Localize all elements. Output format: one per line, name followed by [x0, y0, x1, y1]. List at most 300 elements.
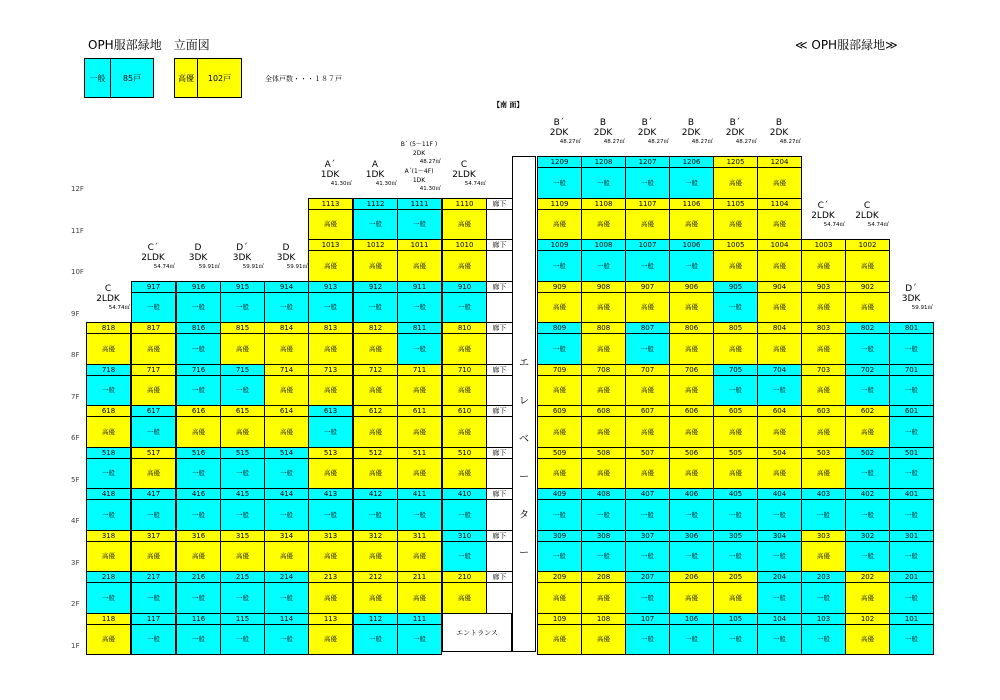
unit-cell: [442, 447, 487, 490]
legend-priority-count: 102戸: [207, 73, 232, 83]
unit-type-area: 48.27㎡: [603, 139, 625, 145]
unit-type-area: 59.91㎡: [286, 263, 308, 270]
unit-category: 高優: [413, 552, 426, 561]
unit-cell: [845, 530, 890, 573]
unit-cell: [669, 530, 714, 573]
unit-cell: [581, 239, 626, 282]
unit-category: 一般: [102, 469, 115, 478]
unit-number: 802: [846, 323, 889, 334]
unit-category: 一般: [861, 469, 874, 478]
elevator-char: タ: [519, 510, 529, 521]
unit-number: 608: [582, 406, 625, 417]
unit-cell: [757, 322, 802, 365]
unit-number: 109: [538, 614, 581, 625]
unit-cell: [669, 613, 714, 656]
unit-cell: [353, 198, 398, 241]
unit-category: 高優: [369, 593, 382, 602]
unit-category: 高優: [280, 427, 293, 436]
corridor-label: 廊下: [487, 323, 512, 334]
unit-number: 116: [177, 614, 220, 625]
unit-category: 高優: [773, 220, 786, 229]
unit-category: 一般: [192, 469, 205, 478]
unit-number: 107: [626, 614, 669, 625]
unit-category: 一般: [192, 635, 205, 644]
unit-cell: [845, 364, 890, 407]
unit-category: 高優: [324, 261, 337, 270]
unit-cell: [397, 405, 442, 448]
elevator-char: ー: [519, 472, 529, 483]
unit-number: 813: [309, 323, 352, 334]
unit-number: 801: [890, 323, 933, 334]
unit-number: 316: [177, 531, 220, 542]
unit-type-name: A: [371, 159, 379, 170]
unit-type-layout: 2LDK: [452, 169, 476, 180]
unit-cell: [889, 488, 934, 531]
unit-number: 503: [802, 448, 845, 459]
unit-cell: [845, 322, 890, 365]
corridor-cell: [486, 198, 513, 241]
unit-cell: [757, 488, 802, 531]
floor-label: 8F: [71, 351, 80, 359]
unit-category: 高優: [236, 427, 249, 436]
unit-type-line: B´ (5～11F ): [400, 140, 438, 148]
unit-cell: [442, 198, 487, 241]
unit-category: 高優: [685, 386, 698, 395]
unit-type-line: A´(1～4F): [404, 167, 434, 175]
unit-category: 一般: [192, 344, 205, 353]
unit-type-header: [537, 118, 581, 146]
unit-number: 209: [538, 572, 581, 583]
unit-type-layout: 1DK: [365, 169, 385, 180]
unit-number: 1111: [398, 199, 441, 210]
unit-cell: [889, 613, 934, 656]
unit-number: 601: [890, 406, 933, 417]
elevator-char: ー: [519, 548, 529, 559]
unit-type-area: 59.91㎡: [198, 263, 220, 270]
unit-category: 一般: [641, 552, 654, 561]
unit-category: 一般: [905, 344, 918, 353]
unit-cell: [264, 613, 309, 656]
unit-number: 905: [714, 282, 757, 293]
legend-priority-label: 高優: [175, 59, 198, 97]
unit-number: 1108: [582, 199, 625, 210]
unit-category: 高優: [817, 344, 830, 353]
unit-number: 913: [309, 282, 352, 293]
unit-category: 一般: [685, 552, 698, 561]
unit-category: 高優: [192, 427, 205, 436]
unit-category: 一般: [641, 261, 654, 270]
unit-cell: [176, 571, 221, 614]
unit-category: 高優: [641, 220, 654, 229]
unit-type-header: [176, 243, 220, 271]
unit-number: 512: [354, 448, 397, 459]
unit-cell: [625, 198, 670, 241]
unit-number: 207: [626, 572, 669, 583]
unit-cell: [86, 488, 131, 531]
unit-number: 104: [758, 614, 801, 625]
unit-category: 一般: [324, 303, 337, 312]
unit-number: 708: [582, 365, 625, 376]
unit-category: 一般: [147, 635, 160, 644]
unit-category: 高優: [729, 261, 742, 270]
unit-cell: [669, 322, 714, 365]
unit-cell: [713, 322, 758, 365]
unit-type-layout: 3DK: [276, 252, 296, 263]
unit-category: 一般: [729, 510, 742, 519]
unit-type-header: [889, 284, 933, 312]
unit-category: 高優: [369, 469, 382, 478]
unit-cell: [131, 488, 176, 531]
unit-number: 111: [398, 614, 441, 625]
unit-number: 1112: [354, 199, 397, 210]
unit-number: 1204: [758, 157, 801, 168]
unit-category: 高優: [597, 469, 610, 478]
unit-cell: [176, 364, 221, 407]
corridor-cell: [486, 571, 513, 614]
unit-number: 916: [177, 282, 220, 293]
unit-category: 一般: [861, 344, 874, 353]
unit-category: 高優: [597, 593, 610, 602]
unit-category: 一般: [553, 261, 566, 270]
unit-cell: [86, 405, 131, 448]
unit-category: 一般: [817, 510, 830, 519]
unit-number: 1009: [538, 240, 581, 251]
unit-number: 114: [265, 614, 308, 625]
corridor-label: 廊下: [487, 406, 512, 417]
unit-category: 一般: [147, 303, 160, 312]
corridor-label: 廊下: [487, 199, 512, 210]
unit-number: 218: [87, 572, 130, 583]
unit-category: 高優: [553, 386, 566, 395]
unit-category: 一般: [597, 552, 610, 561]
unit-category: 高優: [553, 220, 566, 229]
unit-number: 910: [443, 282, 486, 293]
unit-number: 915: [221, 282, 264, 293]
unit-type-name: B: [599, 118, 607, 128]
unit-category: 高優: [817, 427, 830, 436]
unit-cell: [176, 488, 221, 531]
unit-type-header: [397, 140, 441, 194]
unit-category: 高優: [413, 386, 426, 395]
unit-cell: [220, 447, 265, 490]
unit-number: 610: [443, 406, 486, 417]
corridor-cell: [486, 239, 513, 282]
unit-type-name: C: [104, 284, 112, 294]
unit-category: 高優: [685, 220, 698, 229]
unit-number: 807: [626, 323, 669, 334]
unit-category: 高優: [413, 469, 426, 478]
unit-category: 一般: [102, 510, 115, 519]
unit-number: 710: [443, 365, 486, 376]
unit-category: 一般: [413, 303, 426, 312]
unit-category: 高優: [641, 427, 654, 436]
unit-number: 112: [354, 614, 397, 625]
unit-number: 511: [398, 448, 441, 459]
unit-category: 高優: [729, 469, 742, 478]
unit-category: 一般: [685, 178, 698, 187]
unit-cell: [801, 488, 846, 531]
unit-number: 508: [582, 448, 625, 459]
unit-cell: [353, 571, 398, 614]
total-units: 全体戸数・・・１８７戸: [265, 75, 342, 83]
unit-number: 609: [538, 406, 581, 417]
unit-category: 高優: [729, 220, 742, 229]
unit-category: 高優: [773, 427, 786, 436]
unit-cell: [176, 322, 221, 365]
unit-number: 402: [846, 489, 889, 500]
unit-cell: [353, 322, 398, 365]
unit-category: 高優: [147, 552, 160, 561]
floor-label: 1F: [71, 641, 80, 650]
unit-type-line: 48.27㎡: [419, 158, 441, 165]
unit-cell: [801, 239, 846, 282]
unit-number: 314: [265, 531, 308, 542]
unit-number: 607: [626, 406, 669, 417]
unit-category: 高優: [773, 178, 786, 187]
unit-number: 408: [582, 489, 625, 500]
unit-number: 908: [582, 282, 625, 293]
unit-number: 409: [538, 489, 581, 500]
unit-cell: [176, 447, 221, 490]
unit-type-layout: 2DK: [637, 128, 657, 138]
unit-cell: [581, 488, 626, 531]
unit-cell: [757, 281, 802, 324]
unit-cell: [581, 156, 626, 199]
floor-label: 5F: [71, 475, 80, 484]
unit-number: 1113: [309, 199, 352, 210]
unit-number: 812: [354, 323, 397, 334]
unit-category: 高優: [553, 427, 566, 436]
unit-category: 一般: [905, 635, 918, 644]
unit-category: 一般: [458, 552, 471, 561]
unit-cell: [537, 239, 582, 282]
elevator-shaft: [512, 156, 536, 652]
unit-category: 高優: [861, 635, 874, 644]
unit-type-area: 54.74㎡: [153, 263, 175, 270]
unit-category: 一般: [729, 303, 742, 312]
unit-category: 高優: [102, 344, 115, 353]
unit-category: 高優: [102, 552, 115, 561]
unit-category: 高優: [729, 178, 742, 187]
unit-category: 一般: [147, 427, 160, 436]
unit-category: 高優: [192, 552, 205, 561]
unit-category: 一般: [905, 593, 918, 602]
unit-category: 一般: [905, 469, 918, 478]
unit-category: 高優: [236, 552, 249, 561]
unit-number: 1012: [354, 240, 397, 251]
unit-cell: [669, 364, 714, 407]
unit-cell: [397, 530, 442, 573]
unit-category: 高優: [773, 261, 786, 270]
floor-label: 6F: [71, 434, 80, 442]
unit-number: 301: [890, 531, 933, 542]
unit-cell: [220, 613, 265, 656]
unit-cell: [131, 364, 176, 407]
unit-type-name: B´: [641, 118, 653, 128]
unit-cell: [625, 488, 670, 531]
unit-category: 高優: [597, 386, 610, 395]
unit-number: 1005: [714, 240, 757, 251]
unit-cell: [581, 447, 626, 490]
unit-cell: [537, 447, 582, 490]
unit-category: 一般: [729, 386, 742, 395]
unit-type-name: B´: [729, 118, 741, 128]
unit-category: 一般: [553, 344, 566, 353]
unit-cell: [397, 488, 442, 531]
unit-type-header: [308, 160, 352, 188]
corridor-cell: [486, 447, 513, 490]
unit-cell: [713, 239, 758, 282]
unit-number: 606: [670, 406, 713, 417]
unit-type-name: C: [863, 201, 871, 211]
unit-number: 306: [670, 531, 713, 542]
unit-category: 一般: [685, 635, 698, 644]
unit-category: 高優: [641, 469, 654, 478]
unit-number: 410: [443, 489, 486, 500]
unit-category: 高優: [280, 344, 293, 353]
unit-number: 803: [802, 323, 845, 334]
unit-cell: [625, 571, 670, 614]
floor-label: 3F: [71, 558, 80, 567]
unit-number: 715: [221, 365, 264, 376]
unit-number: 302: [846, 531, 889, 542]
unit-category: 一般: [102, 386, 115, 395]
unit-number: 1013: [309, 240, 352, 251]
unit-number: 809: [538, 323, 581, 334]
unit-cell: [713, 488, 758, 531]
unit-cell: [757, 198, 802, 241]
unit-number: 1205: [714, 157, 757, 168]
unit-category: 一般: [597, 510, 610, 519]
unit-number: 206: [670, 572, 713, 583]
unit-type-name: C´: [147, 242, 159, 253]
unit-number: 213: [309, 572, 352, 583]
unit-cell: [713, 530, 758, 573]
unit-cell: [397, 239, 442, 282]
unit-category: 高優: [102, 427, 115, 436]
unit-cell: [86, 322, 131, 365]
floor-label: 10F: [71, 268, 84, 276]
unit-cell: [669, 571, 714, 614]
unit-type-header: [669, 118, 713, 146]
unit-cell: [889, 571, 934, 614]
unit-cell: [308, 447, 353, 490]
unit-cell: [713, 364, 758, 407]
unit-cell: [625, 281, 670, 324]
unit-category: 高優: [685, 344, 698, 353]
unit-type-area: 48.27㎡: [559, 139, 581, 145]
unit-category: 一般: [773, 552, 786, 561]
unit-number: 117: [132, 614, 175, 625]
unit-number: 1106: [670, 199, 713, 210]
unit-cell: [131, 281, 176, 324]
unit-type-name: D´: [236, 242, 248, 253]
unit-number: 414: [265, 489, 308, 500]
unit-cell: [801, 447, 846, 490]
unit-number: 509: [538, 448, 581, 459]
unit-category: 一般: [192, 386, 205, 395]
unit-cell: [86, 571, 131, 614]
elevator-char: エ: [519, 358, 529, 369]
unit-category: 一般: [192, 593, 205, 602]
unit-type-area: 48.27㎡: [779, 139, 801, 145]
unit-type-layout: 3DK: [901, 294, 921, 304]
unit-cell: [669, 198, 714, 241]
unit-number: 709: [538, 365, 581, 376]
unit-number: 702: [846, 365, 889, 376]
unit-type-area: 48.27㎡: [647, 139, 669, 145]
unit-type-area: 54.74㎡: [108, 305, 130, 311]
unit-number: 817: [132, 323, 175, 334]
unit-number: 304: [758, 531, 801, 542]
unit-category: 一般: [905, 552, 918, 561]
unit-cell: [264, 405, 309, 448]
unit-number: 707: [626, 365, 669, 376]
unit-category: 一般: [729, 552, 742, 561]
unit-cell: [757, 405, 802, 448]
unit-category: 一般: [147, 510, 160, 519]
unit-number: 305: [714, 531, 757, 542]
unit-number: 105: [714, 614, 757, 625]
unit-category: 高優: [773, 469, 786, 478]
unit-number: 313: [309, 531, 352, 542]
unit-cell: [537, 156, 582, 199]
unit-category: 高優: [861, 427, 874, 436]
unit-cell: [131, 530, 176, 573]
unit-category: 高優: [597, 303, 610, 312]
unit-category: 高優: [324, 469, 337, 478]
unit-type-header: [264, 243, 308, 271]
unit-category: 一般: [102, 593, 115, 602]
unit-cell: [442, 405, 487, 448]
unit-category: 一般: [905, 427, 918, 436]
unit-number: 611: [398, 406, 441, 417]
unit-cell: [86, 530, 131, 573]
unit-number: 1208: [582, 157, 625, 168]
unit-cell: [669, 281, 714, 324]
unit-type-area: 59.91㎡: [911, 305, 933, 311]
unit-type-line: 41.30㎡: [419, 185, 441, 192]
unit-cell: [131, 405, 176, 448]
corridor-label: 廊下: [487, 489, 512, 500]
unit-category: 一般: [280, 303, 293, 312]
unit-cell: [625, 405, 670, 448]
unit-cell: [397, 613, 442, 656]
floor-label: 11F: [71, 226, 84, 235]
unit-type-layout: 1DK: [320, 169, 340, 180]
unit-cell: [131, 447, 176, 490]
unit-category: 一般: [236, 635, 249, 644]
unit-cell: [308, 530, 353, 573]
unit-category: 一般: [236, 510, 249, 519]
unit-number: 613: [309, 406, 352, 417]
unit-cell: [845, 447, 890, 490]
unit-number: 1109: [538, 199, 581, 210]
unit-number: 514: [265, 448, 308, 459]
unit-category: 一般: [685, 510, 698, 519]
unit-category: 高優: [458, 593, 471, 602]
unit-category: 高優: [324, 386, 337, 395]
unit-number: 418: [87, 489, 130, 500]
corridor-cell: [486, 322, 513, 365]
unit-number: 210: [443, 572, 486, 583]
unit-cell: [264, 322, 309, 365]
unit-category: 高優: [817, 469, 830, 478]
unit-number: 604: [758, 406, 801, 417]
unit-cell: [308, 198, 353, 241]
unit-category: 高優: [773, 303, 786, 312]
unit-cell: [889, 322, 934, 365]
